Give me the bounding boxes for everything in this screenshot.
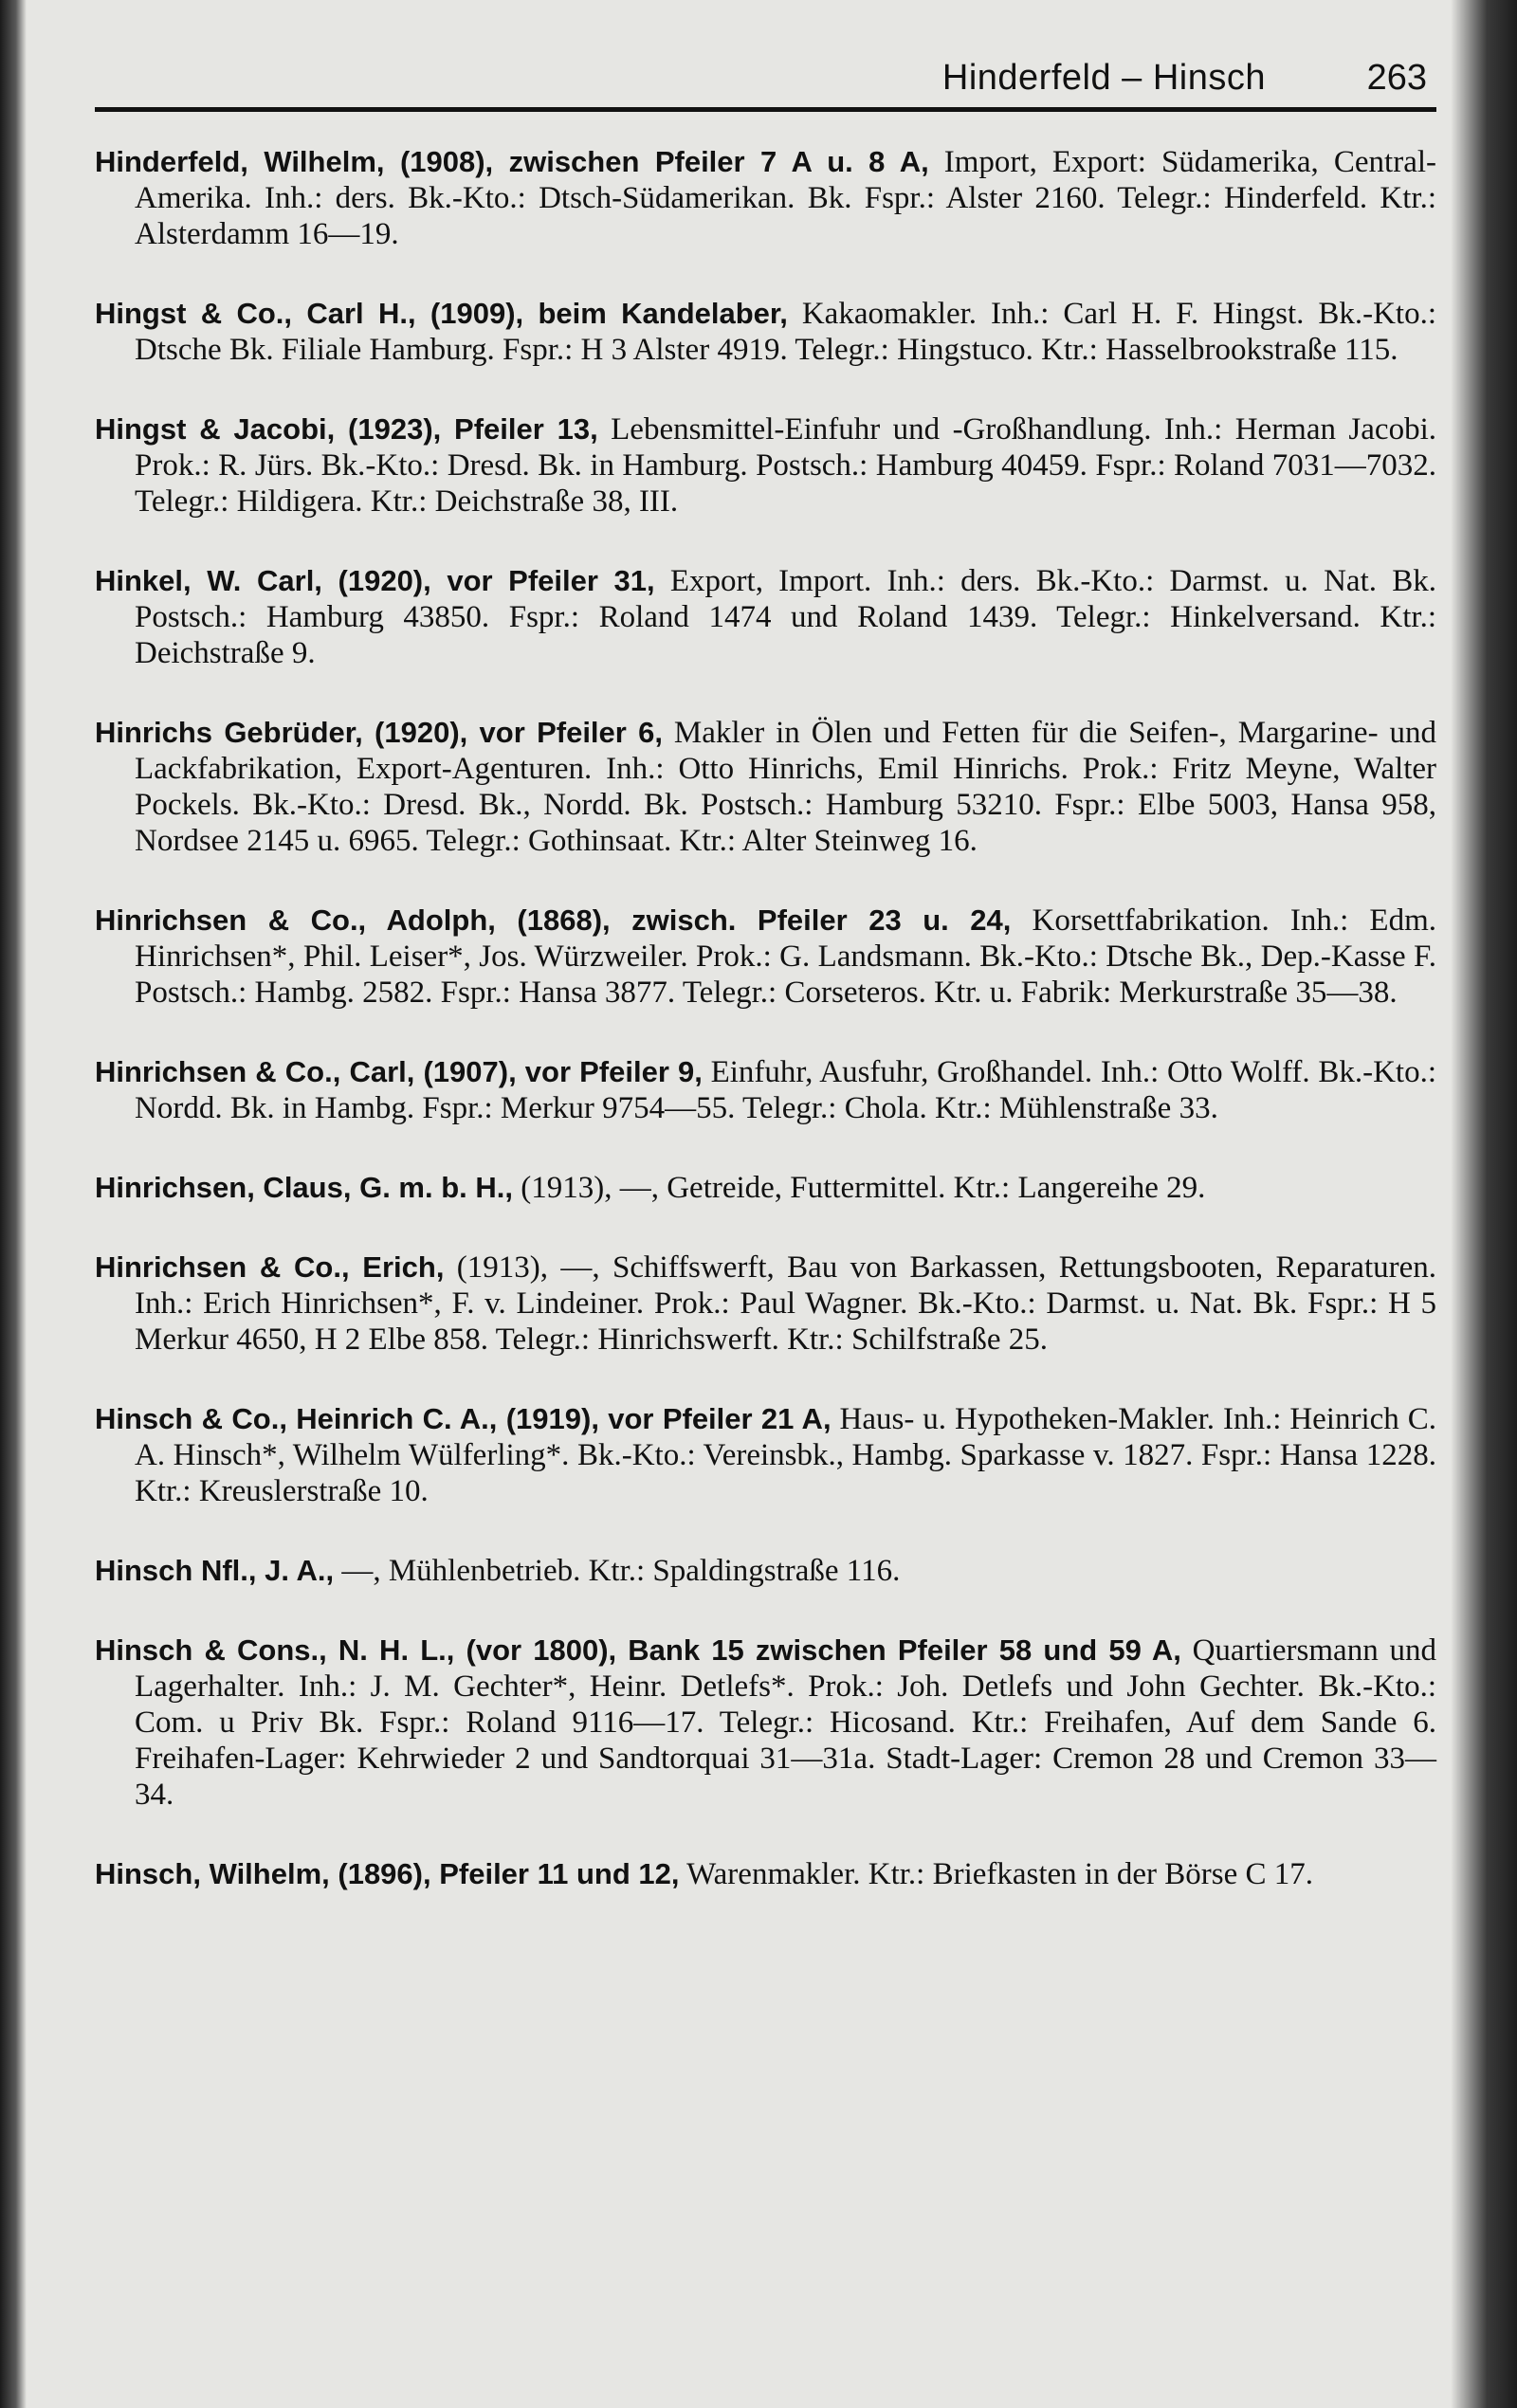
directory-entry <box>95 1401 1436 1509</box>
entry-name: Hinrichsen & Co., Adolph, <box>95 903 496 937</box>
directory-entry <box>95 563 1436 671</box>
entry-body: Export, Import. Inh.: ders. Bk.-Kto.: Darmst. u. Nat. Bk. Postsch.: Hamburg 43850. Fspr.: Roland 1474 und Roland 1439. Telegr.: Hinkelversand. Ktr.: Deichstraße 9. <box>135 564 1436 670</box>
entry-name: Hingst & Co., Carl H., <box>95 297 416 330</box>
entry-body: Einfuhr, Ausfuhr, Großhandel. Inh.: Otto Wolff. Bk.-Kto.: Nordd. Bk. in Hambg. Fspr.: Merkur 9754—55. Telegr.: Chola. Ktr.: Mühlenstraße 33. <box>135 1055 1436 1125</box>
entry-body: (1913), —, Schiffswerft, Bau von Barkassen, Rettungsbooten, Reparaturen. Inh.: Erich Hinrichsen*, F. v. Lindeiner. Prok.: Paul Wagner. Bk.-Kto.: Darmst. u. Nat. Bk. Fspr.: H 5 Merkur 4650, H 2 Elbe 858. Telegr.: Hinrichswerft. Ktr.: Schilfstraße 25. <box>135 1250 1436 1357</box>
entry-name: Hinsch, Wilhelm, <box>95 1857 330 1890</box>
entry-body: Warenmakler. Ktr.: Briefkasten in der Börse C 17. <box>679 1857 1313 1891</box>
entry-name: Hinderfeld, Wilhelm, <box>95 145 385 178</box>
entry-name: Hinrichsen & Co., Carl, <box>95 1055 415 1088</box>
entry-body: Korsettfabrikation. Inh.: Edm. Hinrichsen*, Phil. Leiser*, Jos. Würzweiler. Prok.: G. Landsmann. Bk.-Kto.: Dtsche Bk., Dep.-Kasse F. Postsch.: Hambg. 2582. Fspr.: Hansa 3877. Telegr.: Corseteros. Ktr. u. Fabrik: Merkurstraße 35—38. <box>135 903 1436 1010</box>
entry-location: (1909), beim Kandelaber, <box>415 297 788 330</box>
directory-entry <box>95 411 1436 520</box>
directory-entry <box>95 903 1436 1011</box>
entry-body: Lebensmittel-Einfuhr und -Großhandlung. Inh.: Herman Jacobi. Prok.: R. Jürs. Bk.-Kto.: Dresd. Bk. in Hamburg. Postsch.: Hamburg 40459. Fspr.: Roland 7031—7032. Telegr.: Hildigera. Ktr.: Deichstraße 38, III. <box>135 412 1436 519</box>
directory-entry <box>95 144 1436 252</box>
directory-entry <box>95 1633 1436 1813</box>
directory-entry <box>95 296 1436 368</box>
entry-name: Hinrichsen & Co., Erich, <box>95 1250 445 1284</box>
directory-entry <box>95 715 1436 859</box>
entry-location: (1908), zwischen Pfeiler 7 A u. 8 A, <box>384 145 929 178</box>
entry-name: Hinkel, W. Carl, <box>95 564 322 597</box>
directory-entry <box>95 1170 1436 1206</box>
entry-location: (1907), vor Pfeiler 9, <box>414 1055 703 1088</box>
entry-body: —, Mühlenbetrieb. Ktr.: Spaldingstraße 116. <box>334 1554 901 1588</box>
running-head: Hinderfeld – Hinsch <box>941 58 1266 98</box>
entry-location: (1919), vor Pfeiler 21 A, <box>497 1402 832 1435</box>
entry-name: Hinrichs Gebrüder, <box>95 716 363 749</box>
page-number: 263 <box>1366 58 1427 98</box>
entry-body: Quartiersmann und Lagerhalter. Inh.: J. M. Gechter*, Heinr. Detlefs*. Prok.: Joh. Detlefs und John Gechter. Bk.-Kto.: Com. u Priv Bk. Fspr.: Roland 9116—17. Telegr.: Hicosand. Ktr.: Freihafen, Auf dem Sande 6. Freihafen-Lager: Kehrwieder 2 und Sandtorquai 31—31a. Stadt-Lager: Cremon 28 und Cremon 33—34. <box>135 1633 1436 1812</box>
entry-name: Hinrichsen, Claus, G. m. b. H., <box>95 1171 513 1204</box>
entry-body: Makler in Ölen und Fetten für die Seifen-, Margarine- und Lackfabrikation, Export-Agenturen. Inh.: Otto Hinrichs, Emil Hinrichs. Prok.: Fritz Meyne, Walter Pockels. Bk.-Kto.: Dresd. Bk., Nordd. Bk. Postsch.: Hamburg 53210. Fspr.: Elbe 5003, Hansa 958, Nordsee 2145 u. 6965. Telegr.: Gothinsaat. Ktr.: Alter Steinweg 16. <box>135 716 1436 858</box>
entry-location: (1868), zwisch. Pfeiler 23 u. 24, <box>495 903 1012 937</box>
entry-location: (1896), Pfeiler 11 und 12, <box>329 1857 680 1890</box>
entry-name: Hinsch & Cons., N. H. L., <box>95 1633 455 1667</box>
entry-location: (1920), vor Pfeiler 6, <box>362 716 663 749</box>
entry-body: Kakaomakler. Inh.: Carl H. F. Hingst. Bk.-Kto.: Dtsche Bk. Filiale Hamburg. Fspr.: H 3 Alster 4919. Telegr.: Hingstuco. Ktr.: Hasselbrookstraße 115. <box>135 297 1436 367</box>
directory-entries <box>95 144 1436 1892</box>
directory-entry <box>95 1856 1436 1892</box>
directory-entry <box>95 1054 1436 1126</box>
entry-name: Hinsch & Co., Heinrich C. A., <box>95 1402 498 1435</box>
entry-location: (1923), Pfeiler 13, <box>335 412 598 446</box>
entry-name: Hingst & Jacobi, <box>95 412 336 446</box>
directory-entry <box>95 1553 1436 1589</box>
entry-location: (vor 1800), Bank 15 zwischen Pfeiler 58 und 59 A, <box>454 1633 1181 1667</box>
entry-body: Import, Export: Südamerika, Central-Amerika. Inh.: ders. Bk.-Kto.: Dtsch-Südamerikan. Bk. Fspr.: Alster 2160. Telegr.: Hinderfeld. Ktr.: Alsterdamm 16—19. <box>135 145 1436 251</box>
entry-name: Hinsch Nfl., J. A., <box>95 1554 335 1587</box>
entry-location: (1920), vor Pfeiler 31, <box>321 564 655 597</box>
page-header <box>95 52 1436 112</box>
entry-body: (1913), —, Getreide, Futtermittel. Ktr.: Langereihe 29. <box>512 1171 1206 1205</box>
entry-body: Haus- u. Hypotheken-Makler. Inh.: Heinrich C. A. Hinsch*, Wilhelm Wülferling*. Bk.-Kto.: Vereinsbk., Hambg. Sparkasse v. 1827. Fspr.: Hansa 1228. Ktr.: Kreuslerstraße 10. <box>135 1402 1436 1508</box>
directory-entry <box>95 1250 1436 1358</box>
